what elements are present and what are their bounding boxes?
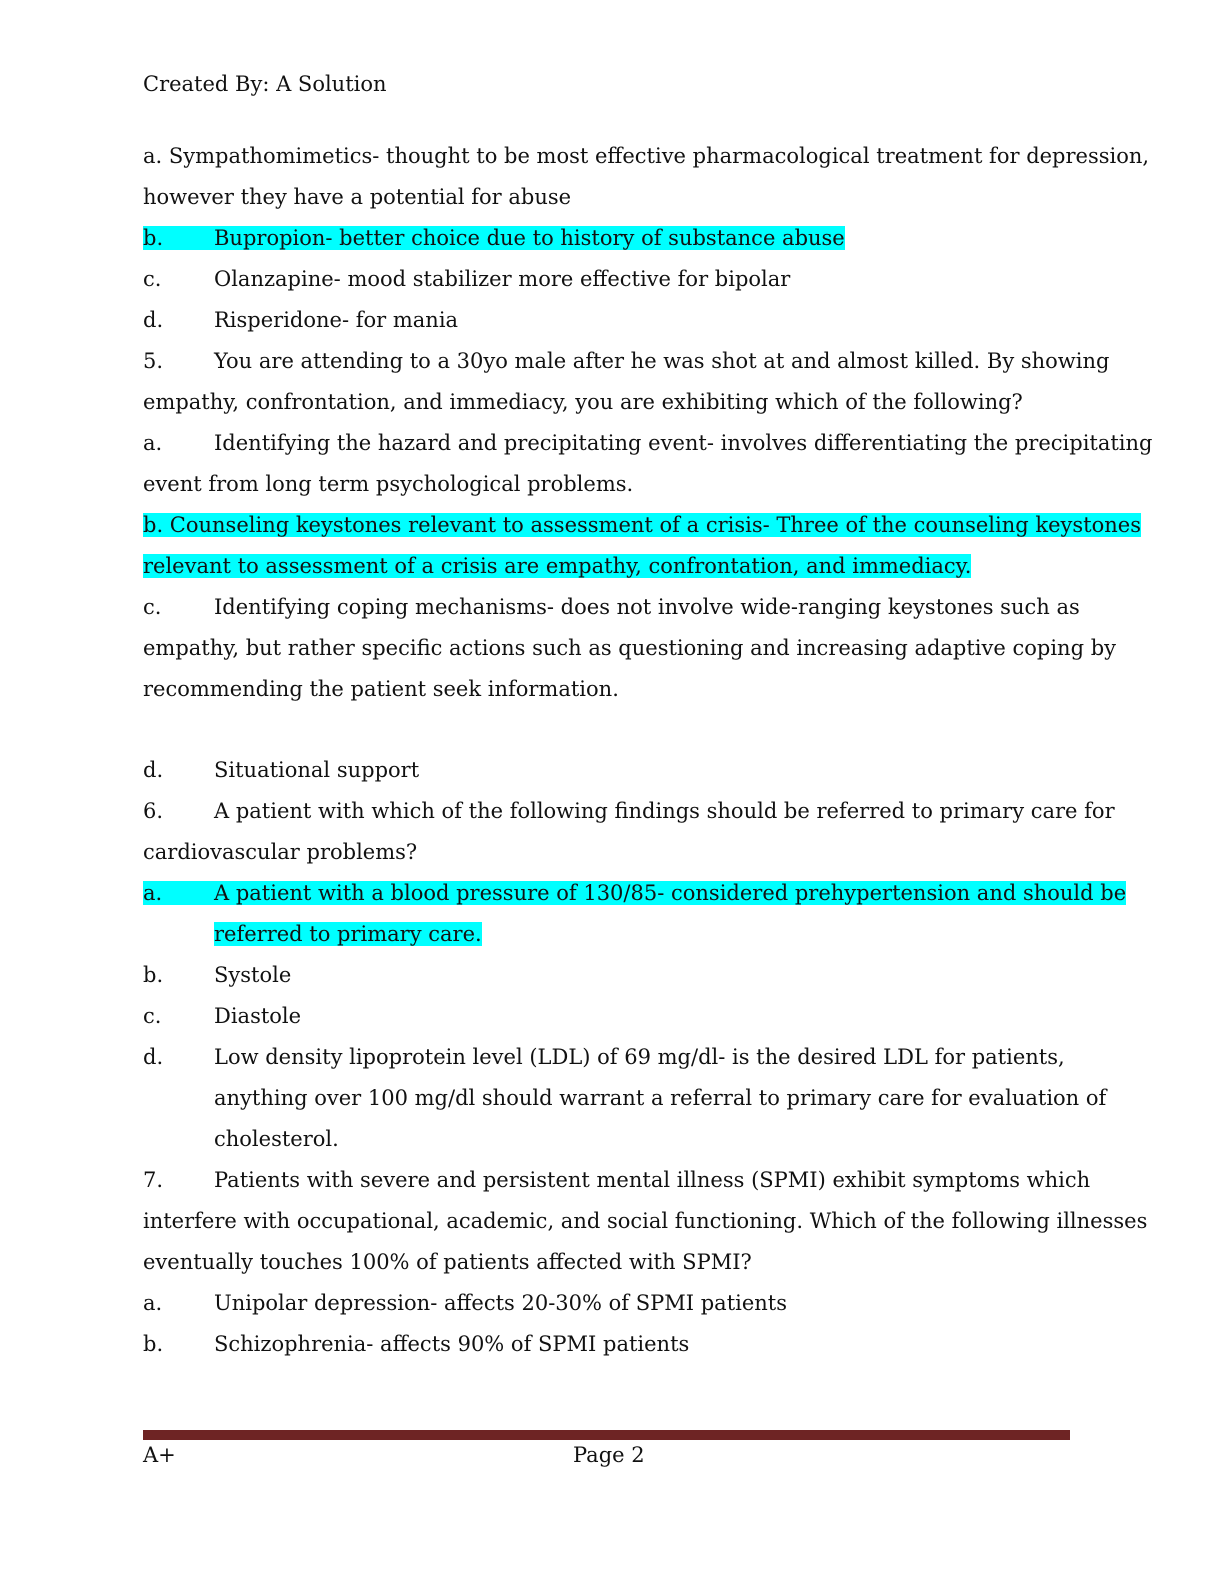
question-number: 7. — [143, 1168, 164, 1192]
question-number: 6. — [143, 799, 164, 823]
option-text: Diastole — [214, 1004, 302, 1028]
q6-option-a-answer-line1 — [143, 873, 1127, 914]
q5-option-c-line2: empathy, but rather specific actions such as questioning and increasing adaptive coping by — [143, 636, 1117, 660]
q6-stem-line1 — [143, 791, 1115, 832]
q6-stem-line2: cardiovascular problems? — [143, 840, 418, 864]
option-marker: c. — [143, 267, 162, 291]
q6-option-d-line2: anything over 100 mg/dl should warrant a referral to primary care for evaluation of — [214, 1086, 1107, 1110]
option-marker: b. — [143, 963, 164, 987]
option-marker: a. — [143, 1291, 163, 1315]
option-text: Systole — [214, 963, 292, 987]
answer-highlight: relevant to assessment of a crisis are empathy, confrontation, and immediacy. — [143, 554, 972, 578]
option-marker: b. — [143, 1332, 164, 1356]
option-text: Schizophrenia- affects 90% of SPMI patients — [214, 1332, 690, 1356]
q5-option-a-line2: event from long term psychological problems. — [143, 472, 634, 496]
option-text: Olanzapine- mood stabilizer more effective for bipolar — [214, 267, 791, 291]
option-marker: b. — [143, 226, 164, 250]
q7-stem-line1 — [143, 1160, 1091, 1201]
page-header: Created By: A Solution — [143, 72, 387, 96]
option-text: A patient with a blood pressure of 130/85- considered prehypertension and should be — [214, 881, 1127, 905]
option-text: Identifying coping mechanisms- does not involve wide-ranging keystones such as — [214, 595, 1080, 619]
document-body — [143, 136, 1153, 1365]
q6-option-d-line1 — [143, 1037, 1063, 1078]
option-marker: a. — [143, 881, 163, 905]
q6-option-a-answer-line2 — [143, 914, 1063, 955]
q5-option-b-answer-line2 — [143, 546, 1063, 587]
option-text: Risperidone- for mania — [214, 308, 459, 332]
q4-option-c — [143, 259, 1063, 300]
answer-highlight — [143, 881, 1126, 905]
q7-stem-line3: eventually touches 100% of patients affected with SPMI? — [143, 1250, 752, 1274]
option-text: Situational support — [214, 758, 420, 782]
q6-option-b — [143, 955, 1063, 996]
option-marker: d. — [143, 758, 164, 782]
answer-highlight: referred to primary care. — [214, 922, 482, 946]
option-text: Low density lipoprotein level (LDL) of 69 mg/dl- is the desired LDL for patients, — [214, 1045, 1065, 1069]
option-text: Bupropion- better choice due to history of substance abuse — [214, 226, 845, 250]
question-text: A patient with which of the following findings should be referred to primary care for — [214, 799, 1115, 823]
q5-option-d — [143, 750, 1063, 791]
option-marker: d. — [143, 1045, 164, 1069]
paragraph-spacer — [143, 710, 1063, 750]
q7-option-a — [143, 1283, 1063, 1324]
option-text: Unipolar depression- affects 20-30% of SPMI patients — [214, 1291, 788, 1315]
q5-option-c-line1 — [143, 587, 1080, 628]
q5-stem-line1 — [143, 341, 1110, 382]
page-number: Page 2 — [573, 1443, 645, 1467]
answer-highlight: b. Counseling keystones relevant to assessment of a crisis- Three of the counseling keystones — [143, 513, 1141, 537]
q4-option-b-answer — [143, 218, 1063, 259]
q5-stem-line2: empathy, confrontation, and immediacy, you are exhibiting which of the following? — [143, 390, 1023, 414]
option-marker: c. — [143, 595, 162, 619]
q4-option-a-line1: a. Sympathomimetics- thought to be most effective pharmacological treatment for depression, — [143, 144, 1150, 168]
q6-option-d-line3: cholesterol. — [214, 1127, 339, 1151]
option-marker: d. — [143, 308, 164, 332]
q4-option-d — [143, 300, 1063, 341]
q7-option-b — [143, 1324, 1063, 1365]
q5-option-b-answer-line1 — [143, 505, 1141, 546]
question-number: 5. — [143, 349, 164, 373]
option-marker: a. — [143, 431, 163, 455]
q6-option-c — [143, 996, 1063, 1037]
footer-rule — [143, 1430, 1070, 1440]
footer-left-text: A+ — [143, 1443, 176, 1467]
option-marker: c. — [143, 1004, 162, 1028]
q7-stem-line2: interfere with occupational, academic, and social functioning. Which of the following illnesses — [143, 1209, 1148, 1233]
answer-highlight — [143, 226, 845, 250]
option-text: Identifying the hazard and precipitating event- involves differentiating the precipitating — [214, 431, 1153, 455]
q4-option-a-line2: however they have a potential for abuse — [143, 185, 572, 209]
question-text: Patients with severe and persistent mental illness (SPMI) exhibit symptoms which — [214, 1168, 1091, 1192]
question-text: You are attending to a 30yo male after he was shot at and almost killed. By showing — [214, 349, 1110, 373]
q5-option-c-line3: recommending the patient seek information. — [143, 677, 619, 701]
q5-option-a-line1 — [143, 423, 1153, 464]
